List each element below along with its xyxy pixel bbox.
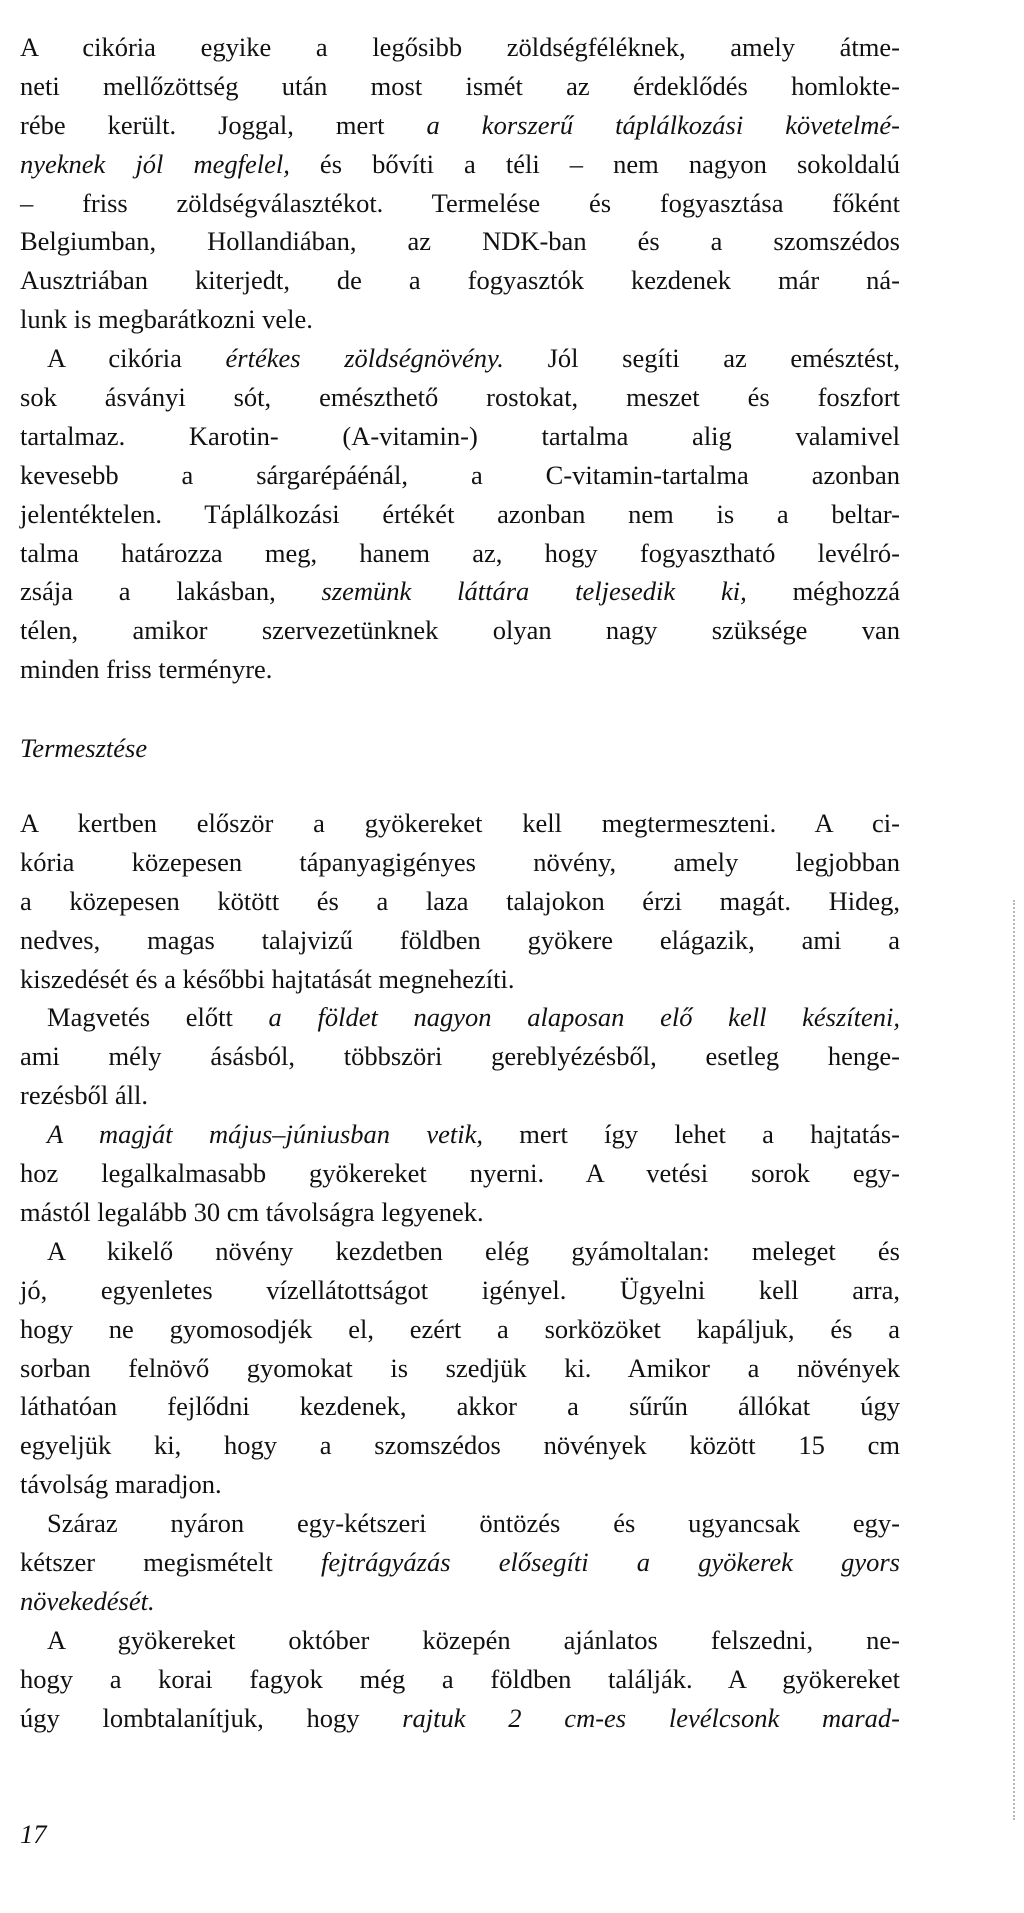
body-text: Belgiumban, Hollandiában, az NDK-ban és a szomszédos (20, 226, 900, 257)
text-line (20, 106, 900, 145)
body-text: mástól legalább 30 cm távolságra legyenek. (20, 1196, 484, 1227)
text-line (20, 1699, 900, 1738)
text-line (20, 1115, 900, 1154)
body-text: – friss zöldségválasztékot. Termelése és fogyasztása főként (20, 187, 900, 218)
body-text: Ausztriában kiterjedt, de a fogyasztók kezdenek már ná- (20, 265, 900, 296)
body-text: neti mellőzöttség után most ismét az érdeklődés homlokte- (20, 70, 900, 101)
text-line (20, 1310, 900, 1349)
text-line (20, 1076, 900, 1115)
body-text: egyeljük ki, hogy a szomszédos növények között 15 cm (20, 1430, 900, 1461)
body-text: A kikelő növény kezdetben elég gyámoltalan: meleget és (47, 1235, 900, 1266)
text-line (20, 534, 900, 573)
body-text: zsája a lakásban, (20, 576, 322, 607)
body-text: Jól segíti az emésztést, (503, 343, 901, 374)
cultivation-section (20, 804, 900, 1737)
body-text: minden friss terményre. (20, 654, 273, 685)
text-line (20, 145, 900, 184)
text-line (20, 1621, 900, 1660)
text-line (20, 1232, 900, 1271)
section-heading: Termesztése (20, 733, 148, 764)
page-number: 17 (20, 1819, 47, 1849)
text-line (20, 67, 900, 106)
text-line (20, 804, 900, 843)
text-line (20, 1154, 900, 1193)
body-text: távolság maradjon. (20, 1469, 222, 1500)
intro-section (20, 28, 900, 689)
emphasis-text: A magját május–júniusban vetik, (47, 1119, 483, 1150)
text-line (20, 184, 900, 223)
text-line (20, 1543, 900, 1582)
text-line (20, 1660, 900, 1699)
body-text: hoz legalkalmasabb gyökereket nyerni. A vetési sorok egy- (20, 1158, 900, 1189)
body-text: hogy a korai fagyok még a földben találják. A gyökereket (20, 1663, 900, 1694)
body-text: Magvetés előtt (47, 1002, 269, 1033)
body-text: talma határozza meg, hanem az, hogy fogyasztható levélró- (20, 537, 900, 568)
body-text: kétszer megismételt (20, 1546, 321, 1577)
emphasis-text: a korszerű táplálkozási követelmé- (426, 109, 900, 140)
emphasis-text: nyeknek jól megfelel, (20, 148, 290, 179)
text-line (20, 28, 900, 67)
text-line (20, 1387, 900, 1426)
body-text: méghozzá (746, 576, 900, 607)
body-text: a közepesen kötött és a laza talajokon érzi magát. Hideg, (20, 885, 900, 916)
body-text: lunk is megbarátkozni vele. (20, 304, 313, 335)
text-line (20, 300, 900, 339)
body-text: kória közepesen tápanyagigényes növény, amely legjobban (20, 846, 900, 877)
scan-edge-artifact (1013, 900, 1017, 1820)
text-line (20, 650, 900, 689)
text-line (20, 1037, 900, 1076)
body-text: mert így lehet a hajtatás- (483, 1119, 900, 1150)
body-text: sorban felnövő gyomokat is szedjük ki. Amikor a növények (20, 1352, 900, 1383)
body-text: hogy ne gyomosodjék el, ezért a sorközöket kapáljuk, és a (20, 1313, 900, 1344)
text-line (20, 1193, 900, 1232)
body-text: kiszedését és a későbbi hajtatását megnehezíti. (20, 963, 515, 994)
body-text: tartalmaz. Karotin- (A-vitamin-) tartalma alig valamivel (20, 420, 900, 451)
emphasis-text: rajtuk 2 cm-es levélcsonk marad- (402, 1702, 901, 1733)
text-line (20, 222, 900, 261)
text-line (20, 495, 900, 534)
body-text: sok ásványi sót, emészthető rostokat, meszet és foszfort (20, 382, 900, 413)
text-line (20, 1349, 900, 1388)
body-text: nedves, magas talajvizű földben gyökere elágazik, ami a (20, 924, 900, 955)
emphasis-text: a földet nagyon alaposan elő kell készíteni, (268, 1002, 900, 1033)
body-text: rébe került. Joggal, mert (20, 109, 427, 140)
text-line (20, 1465, 900, 1504)
text-line (20, 1582, 900, 1621)
text-line (20, 1426, 900, 1465)
body-text: A gyökereket október közepén ajánlatos felszedni, ne- (47, 1624, 900, 1655)
text-line (20, 572, 900, 611)
text-line (20, 456, 900, 495)
body-text: ami mély ásásból, többszöri gereblyézésből, esetleg henge- (20, 1041, 900, 1072)
body-text: és bővíti a téli – nem nagyon sokoldalú (289, 148, 900, 179)
text-line (20, 960, 900, 999)
body-text: A cikória (47, 343, 226, 374)
book-page (20, 28, 900, 1737)
text-line (20, 1271, 900, 1310)
text-line (20, 843, 900, 882)
text-line (20, 339, 900, 378)
body-text: Száraz nyáron egy-kétszeri öntözés és ugyancsak egy- (47, 1508, 900, 1539)
body-text: jó, egyenletes vízellátottságot igényel. Ügyelni kell arra, (20, 1274, 900, 1305)
body-text: rezésből áll. (20, 1080, 149, 1111)
body-text: jelentéktelen. Táplálkozási értékét azonban nem is a beltar- (20, 498, 900, 529)
text-line (20, 611, 900, 650)
text-line (20, 882, 900, 921)
text-line (20, 378, 900, 417)
emphasis-text: szemünk láttára teljesedik ki, (321, 576, 747, 607)
text-line (20, 417, 900, 456)
text-line (20, 998, 900, 1037)
body-text: télen, amikor szervezetünknek olyan nagy szüksége van (20, 615, 900, 646)
body-text: A cikória egyike a legősibb zöldségféléknek, amely átme- (20, 32, 900, 62)
body-text: kevesebb a sárgarépáénál, a C-vitamin-tartalma azonban (20, 459, 900, 490)
emphasis-text: növekedését. (20, 1585, 155, 1616)
body-text: láthatóan fejlődni kezdenek, akkor a sűrűn állókat úgy (20, 1391, 900, 1422)
text-line (20, 261, 900, 300)
emphasis-text: fejtrágyázás elősegíti a gyökerek gyors (321, 1546, 900, 1577)
text-line (20, 1504, 900, 1543)
emphasis-text: értékes zöldségnövény. (225, 343, 504, 374)
text-line (20, 921, 900, 960)
body-text: A kertben először a gyökereket kell megtermeszteni. A ci- (20, 808, 900, 839)
body-text: úgy lombtalanítjuk, hogy (20, 1702, 403, 1733)
